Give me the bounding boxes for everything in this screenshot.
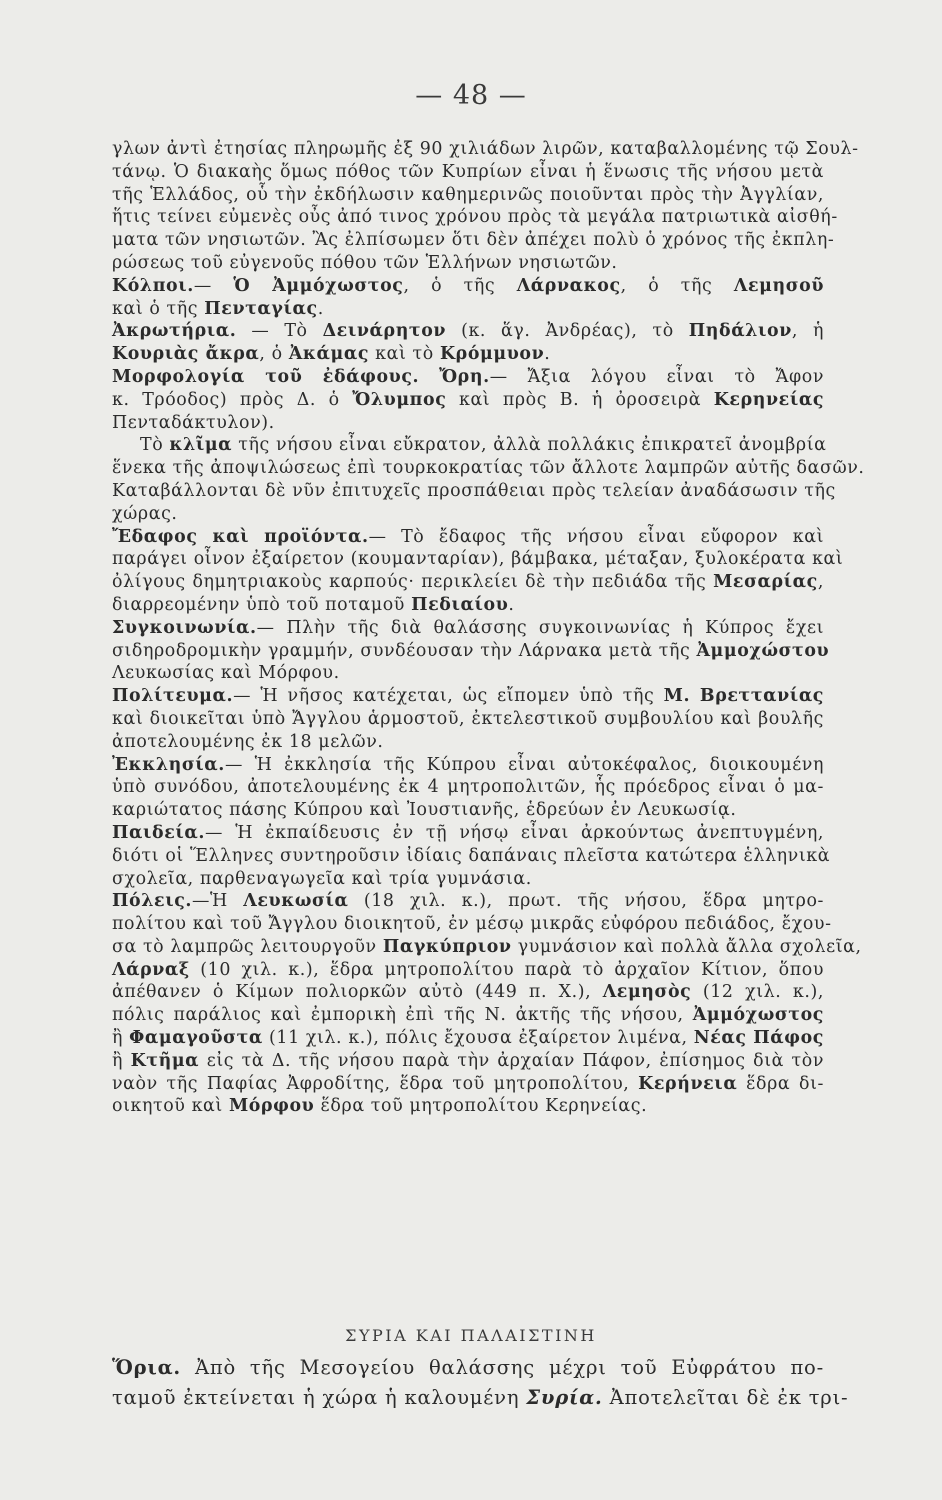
text-line <box>112 366 824 389</box>
section-title: ΣΥΡΙΑ ΚΑΙ ΠΑΛΑΙΣΤΙΝΗ <box>345 1326 597 1345</box>
emphasized-term: Ἀμμοχώστου <box>696 640 830 661</box>
text-line: καριώτατος πάσης Κύπρου καὶ Ἰουστιανῆς, ἑδρεύων ἐν Λευκωσίᾳ. <box>112 800 737 821</box>
text-run: καὶ τὸ <box>369 344 440 365</box>
text-line <box>112 389 824 412</box>
text-line <box>112 594 824 617</box>
text-line <box>112 1383 849 1413</box>
emphasized-term: Κόλποι. <box>112 275 194 296</box>
text-run: — <box>193 275 234 296</box>
text-line: Καταβάλλονται δὲ νῦν ἐπιτυχεῖς προσπάθειαι πρὸς τελείαν ἀναδάσωσιν τῆς <box>112 480 836 501</box>
text-run: ἕδρα τοῦ μητροπολίτου Κερηνείας. <box>314 1096 648 1117</box>
text-line <box>112 526 824 549</box>
emphasized-term: Ἀκάμας <box>288 344 370 365</box>
text-line: παράγει οἶνον ἐξαίρετον (κουμανταρίαν), βάμβακα, μέταξαν, ξυλοκέρατα καὶ <box>112 549 844 570</box>
emphasized-term: Λευκωσία <box>243 891 349 912</box>
text-run: — Τὸ ἔδαφος τῆς νήσου εἶναι εὔφορον καὶ <box>368 526 824 547</box>
text-run: ταμοῦ ἐκτείνεται ἡ χώρα ἡ καλουμένη <box>112 1386 527 1409</box>
text-run: (11 χιλ. κ.), πόλις ἔχουσα ἐξαίρετον λιμένα, <box>262 1028 694 1049</box>
text-line <box>112 1050 824 1073</box>
text-run: σιδηροδρομικὴν γραμμήν, συνδέουσαν τὴν Λάρνακα μετὰ τῆς <box>112 640 697 661</box>
text-run: (κ. ἅγ. Ἀνδρέας), τὸ <box>446 321 689 342</box>
text-run: (10 χιλ. κ.), ἕδρα μητροπολίτου παρὰ τὸ ἀρχαῖον Κίτιον, ὅπου <box>189 959 824 980</box>
text-line: ἥτις τείνει εὐμενὲς οὖς ἀπό τινος χρόνου πρὸς τὰ μεγάλα πατριωτικὰ αἰσθή- <box>112 207 838 228</box>
emphasized-term: Λεμησοῦ <box>733 275 824 296</box>
text-line <box>112 1073 824 1096</box>
text-line: καὶ διοικεῖται ὑπὸ Ἄγγλου ἁρμοστοῦ, ἐκτελεστικοῦ συμβουλίου καὶ βουλῆς <box>112 708 824 729</box>
text-line: τῆς Ἑλλάδος, οὗ τὴν ἐκδήλωσιν καθημερινῶς ποιοῦνται πρὸς τὴν Ἀγγλίαν, <box>112 184 824 205</box>
emphasized-term: Πεδιαίου <box>411 594 509 615</box>
text-run: — Ἄξια λόγου εἶναι τὸ Ἄφον <box>489 366 825 387</box>
text-line: πολίτου καὶ τοῦ Ἄγγλου διοικητοῦ, ἐν μέσῳ μικρᾶς εὐφόρου πεδιάδος, ἔχου- <box>112 914 832 935</box>
text-run: (18 χιλ. κ.), πρωτ. τῆς νήσου, ἕδρα μητρο- <box>348 891 824 912</box>
text-line <box>112 936 862 959</box>
text-run: εἰς τὰ Δ. τῆς νήσου παρὰ τὴν ἀρχαίαν Πάφον, ἐπίσημος διὰ τὸν <box>199 1050 824 1071</box>
text-run: πόλις παράλιος καὶ ἐμπορικὴ ἐπὶ τῆς Ν. ἀκτῆς τῆς νήσου, <box>112 1005 693 1026</box>
body-text <box>112 138 865 1118</box>
emphasized-term: κλῖμα <box>169 435 233 456</box>
text-run: ἕδρα δι- <box>737 1073 824 1094</box>
text-line: ματα τῶν νησιωτῶν. Ἂς ἐλπίσωμεν ὅτι δὲν ἀπέχει πολὺ ὁ χρόνος τῆς ἐκπλη- <box>112 230 835 251</box>
emphasized-term: Ἀκρωτήρια. <box>112 321 237 342</box>
text-run: . <box>317 298 324 319</box>
emphasized-term: Φαμαγοῦστα <box>129 1028 263 1049</box>
text-run: — Ἡ ἐκπαίδευσις ἐν τῇ νήσῳ εἶναι ἀρκούντως ἀνεπτυγμένη, <box>205 822 824 843</box>
text-line: σχολεῖα, παρθεναγωγεῖα καὶ τρία γυμνάσια. <box>112 868 532 889</box>
text-line <box>112 434 827 457</box>
emphasized-term: Ὄρη. <box>439 366 490 387</box>
emphasized-term: Παιδεία. <box>112 822 206 843</box>
text-run: (12 χιλ. κ.), <box>691 982 825 1003</box>
text-line: ἕνεκα τῆς ἀποψιλώσεως ἐπὶ τουρκοκρατίας τῶν ἄλλοτε λαμπρῶν αὐτῆς δασῶν. <box>112 458 865 479</box>
text-run: κ. Τρόοδος) πρὸς Δ. ὁ <box>112 389 353 410</box>
text-run: , ἡ <box>791 321 824 342</box>
emphasized-term: Κρόμμυον <box>439 344 545 365</box>
text-line: τάνῳ. Ὁ διακαὴς ὅμως πόθος τῶν Κυπρίων εἶναι ἡ ἕνωσις τῆς νήσου μετὰ <box>112 161 824 182</box>
text-line <box>112 343 824 366</box>
emphasized-term: Συρία. <box>526 1386 603 1409</box>
text-line <box>112 959 824 982</box>
text-run: , ὁ <box>259 344 289 365</box>
text-run: Ἀποτελεῖται δὲ ἐκ τρι- <box>602 1386 849 1409</box>
emphasized-term: Πολίτευμα. <box>112 686 234 707</box>
text-line <box>112 890 824 913</box>
text-run: καὶ ὁ τῆς <box>112 298 205 319</box>
text-line <box>112 1353 824 1383</box>
emphasized-term: Ὁ Ἀμμόχωστος <box>233 275 404 296</box>
text-run: . <box>544 344 551 365</box>
emphasized-term: Κουριὰς ἄκρα <box>112 344 260 365</box>
text-run: τῆς νήσου εἶναι εὔκρατον, ἀλλὰ πολλάκις ἐπικρατεῖ ἀνομβρία <box>232 435 827 456</box>
text-line <box>112 1027 824 1050</box>
emphasized-term: Παγκύπριον <box>382 936 512 957</box>
emphasized-term: Ἐκκλησία. <box>112 754 225 775</box>
emphasized-term: Πόλεις. <box>112 891 193 912</box>
emphasized-term: Ἔδαφος καὶ προϊόντα. <box>112 526 369 547</box>
emphasized-term: Πηδάλιον <box>688 321 792 342</box>
text-line: Πενταδάκτυλον). <box>112 412 275 433</box>
emphasized-term: Ὄλυμπος <box>352 389 447 410</box>
text-line: χώρας. <box>112 503 178 524</box>
emphasized-term: Λεμησὸς <box>602 982 692 1003</box>
emphasized-term: Λάρναξ <box>112 959 190 980</box>
text-run: καὶ πρὸς Β. ἡ ὀροσειρὰ <box>446 389 714 410</box>
text-run: οικητοῦ καὶ <box>112 1096 229 1117</box>
emphasized-term: Μόρφου <box>228 1096 315 1117</box>
text-line <box>112 298 824 321</box>
text-line: γλων ἀντὶ ἐτησίας πληρωμῆς ἐξ 90 χιλιάδων λιρῶν, καταβαλλομένης τῷ Σουλ- <box>112 139 859 159</box>
text-line <box>112 754 824 777</box>
text-line <box>112 1004 824 1027</box>
emphasized-term: Ὅρια. <box>112 1356 181 1379</box>
emphasized-term: Μ. Βρεττανίας <box>663 686 824 707</box>
text-line: Λευκωσίας καὶ Μόρφου. <box>112 663 340 684</box>
text-line: ὑπὸ συνόδου, ἀποτελουμένης ἐκ 4 μητροπολιτῶν, ἧς πρόεδρος εἶναι ὁ μα- <box>112 777 824 798</box>
text-line: ἀποτελουμένης ἐκ 18 μελῶν. <box>112 731 384 752</box>
text-run: , <box>817 572 824 593</box>
text-run: σα τὸ λαμπρῶς λειτουργοῦν <box>112 936 383 957</box>
text-run: ἢ <box>112 1028 130 1049</box>
text-run: — Ἡ νῆσος κατέχεται, ὡς εἴπομεν ὑπὸ τῆς <box>233 686 664 707</box>
emphasized-term: Κερήνεια <box>638 1073 738 1094</box>
emphasized-term: Λάρνακος <box>516 275 621 296</box>
text-run: , ὁ τῆς <box>403 275 517 296</box>
emphasized-term: Ἀμμόχωστος <box>692 1005 824 1026</box>
text-line <box>112 571 824 594</box>
text-run <box>419 367 439 387</box>
emphasized-term: Μεσαρίας <box>713 572 818 593</box>
text-run: , ὁ τῆς <box>620 275 734 296</box>
text-run: — Τὸ <box>236 321 323 342</box>
text-run: διαρρεομένην ὑπὸ τοῦ ποταμοῦ <box>112 594 412 615</box>
emphasized-term: Μορφολογία τοῦ ἐδάφους. <box>112 366 420 387</box>
text-line <box>112 617 824 640</box>
emphasized-term: Δεινάρητον <box>322 321 447 342</box>
text-run: ἀπέθανεν ὁ Κίμων πολιορκῶν αὐτὸ (449 π. Χ.), <box>112 982 603 1003</box>
text-line <box>112 822 824 845</box>
text-run: γυμνάσιον καὶ πολλὰ ἄλλα σχολεῖα, <box>511 936 862 957</box>
text-run: — Ἡ ἐκκλησία τῆς Κύπρου εἶναι αὐτοκέφαλος, διοικουμένη <box>224 754 824 775</box>
page-number: — 48 — <box>415 80 527 111</box>
text-run: ναὸν τῆς Παφίας Ἀφροδίτης, ἕδρα τοῦ μητροπολίτου, <box>112 1073 639 1094</box>
text-line <box>112 320 824 343</box>
text-line <box>112 275 824 298</box>
text-run: . <box>508 594 515 615</box>
text-run: ὀλίγους δημητριακοὺς καρπούς· περικλείει δὲ τὴν πεδιάδα τῆς <box>112 572 714 593</box>
text-run: Ἀπὸ τῆς Μεσογείου θαλάσσης μέχρι τοῦ Εὐφράτου πο- <box>181 1356 824 1379</box>
text-line <box>112 640 830 663</box>
text-line <box>112 1095 824 1118</box>
emphasized-term: Κερηνείας <box>713 389 825 410</box>
text-line: ρώσεως τοῦ εὐγενοῦς πόθου τῶν Ἑλλήνων νησιωτῶν. <box>112 252 618 273</box>
section-body-text <box>112 1353 849 1413</box>
text-run: —Ἡ <box>192 891 244 912</box>
text-run: — Πλὴν τῆς διὰ θαλάσσης συγκοινωνίας ἡ Κύπρος ἔχει <box>256 617 824 638</box>
emphasized-term: Νέας Πάφος <box>693 1028 824 1049</box>
text-run: ἢ <box>112 1050 131 1071</box>
emphasized-term: Συγκοινωνία. <box>112 617 257 638</box>
text-line <box>112 685 824 708</box>
text-line: διότι οἱ Ἕλληνες συντηροῦσιν ἰδίαις δαπάναις πλεῖστα κατώτερα ἑλληνικὰ <box>112 845 831 866</box>
emphasized-term: Κτῆμα <box>130 1050 200 1071</box>
text-run: Τὸ <box>140 435 170 456</box>
text-line <box>112 981 824 1004</box>
emphasized-term: Πενταγίας <box>204 298 318 319</box>
